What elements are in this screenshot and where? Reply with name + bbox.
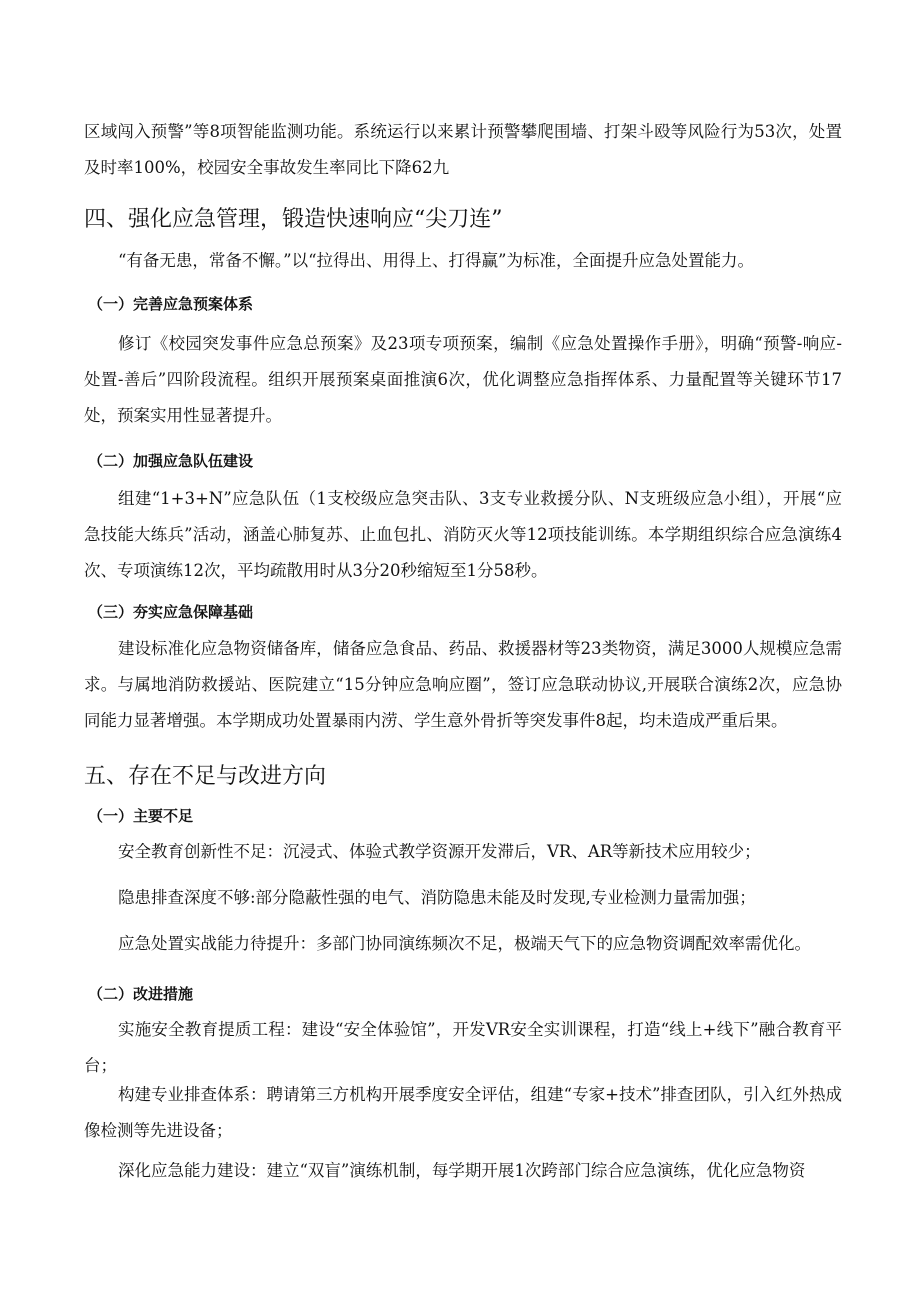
- section-5-heading: 五、存在不足与改进方向: [84, 764, 327, 789]
- measure-item: 实施安全教育提质工程：建设“安全体验馆”，开发VR安全实训课程，打造“线上+线下”融合教育平台；: [84, 1020, 842, 1075]
- section-4-sub1-heading: （一）完善应急预案体系: [88, 295, 254, 313]
- section-4-sub2-paragraph: 组建“1+3+N”应急队伍（1支校级应急突击队、3支专业救援分队、N支班级应急小组），开展“应急技能大练兵”活动，涵盖心肺复苏、止血包扎、消防灭火等12项技能训练。本学期组织综合应急演练4次、专项演练12次，平均疏散用时从3分20秒缩短至1分58秒。: [84, 489, 842, 580]
- section-4-sub2-heading: （二）加强应急队伍建设: [88, 452, 254, 470]
- section-5-sub2-heading: （二）改进措施: [88, 985, 194, 1003]
- section-4-lead: “有备无患，常备不懈。”以“拉得出、用得上、打得赢”为标准，全面提升应急处置能力。: [118, 251, 754, 270]
- deficiency-item: 应急处置实战能力待提升：多部门协同演练频次不足，极端天气下的应急物资调配效率需优化。: [118, 934, 811, 953]
- intro-paragraph: 区域闯入预警”等8项智能监测功能。系统运行以来累计预警攀爬围墙、打架斗殴等风险行为53次，处置及时率100%，校园安全事故发生率同比下降62九: [84, 122, 842, 177]
- deficiency-item: 安全教育创新性不足：沉浸式、体验式教学资源开发滞后，VR、AR等新技术应用较少；: [118, 842, 761, 861]
- section-4-sub3-heading: （三）夯实应急保障基础: [88, 603, 254, 621]
- section-4-sub3-paragraph: 建设标准化应急物资储备库，储备应急食品、药品、救援器材等23类物资，满足3000人规模应急需求。与属地消防救援站、医院建立“15分钟应急响应圈”，签订应急联动协议,开展联合演练2次，应急协同能力显著增强。本学期成功处置暴雨内涝、学生意外骨折等突发事件8起，均未造成严重后果。: [84, 639, 842, 730]
- deficiency-item: 隐患排查深度不够:部分隐蔽性强的电气、消防隐患未能及时发现,专业检测力量需加强；: [118, 888, 756, 907]
- section-4-sub1-paragraph: 修订《校园突发事件应急总预案》及23项专项预案，编制《应急处置操作手册》，明确“预警-响应-处置-善后”四阶段流程。组织开展预案桌面推演6次，优化调整应急指挥体系、力量配置等关键环节17处，预案实用性显著提升。: [84, 334, 842, 425]
- section-4-heading: 四、强化应急管理，锻造快速响应“尖刀连”: [84, 207, 503, 232]
- measure-item: 构建专业排查体系：聘请第三方机构开展季度安全评估，组建“专家+技术”排查团队，引入红外热成像检测等先进设备；: [84, 1085, 842, 1140]
- measure-item: 深化应急能力建设：建立“双盲”演练机制，每学期开展1次跨部门综合应急演练，优化应急物资: [118, 1161, 806, 1180]
- section-5-sub1-heading: （一）主要不足: [88, 807, 194, 825]
